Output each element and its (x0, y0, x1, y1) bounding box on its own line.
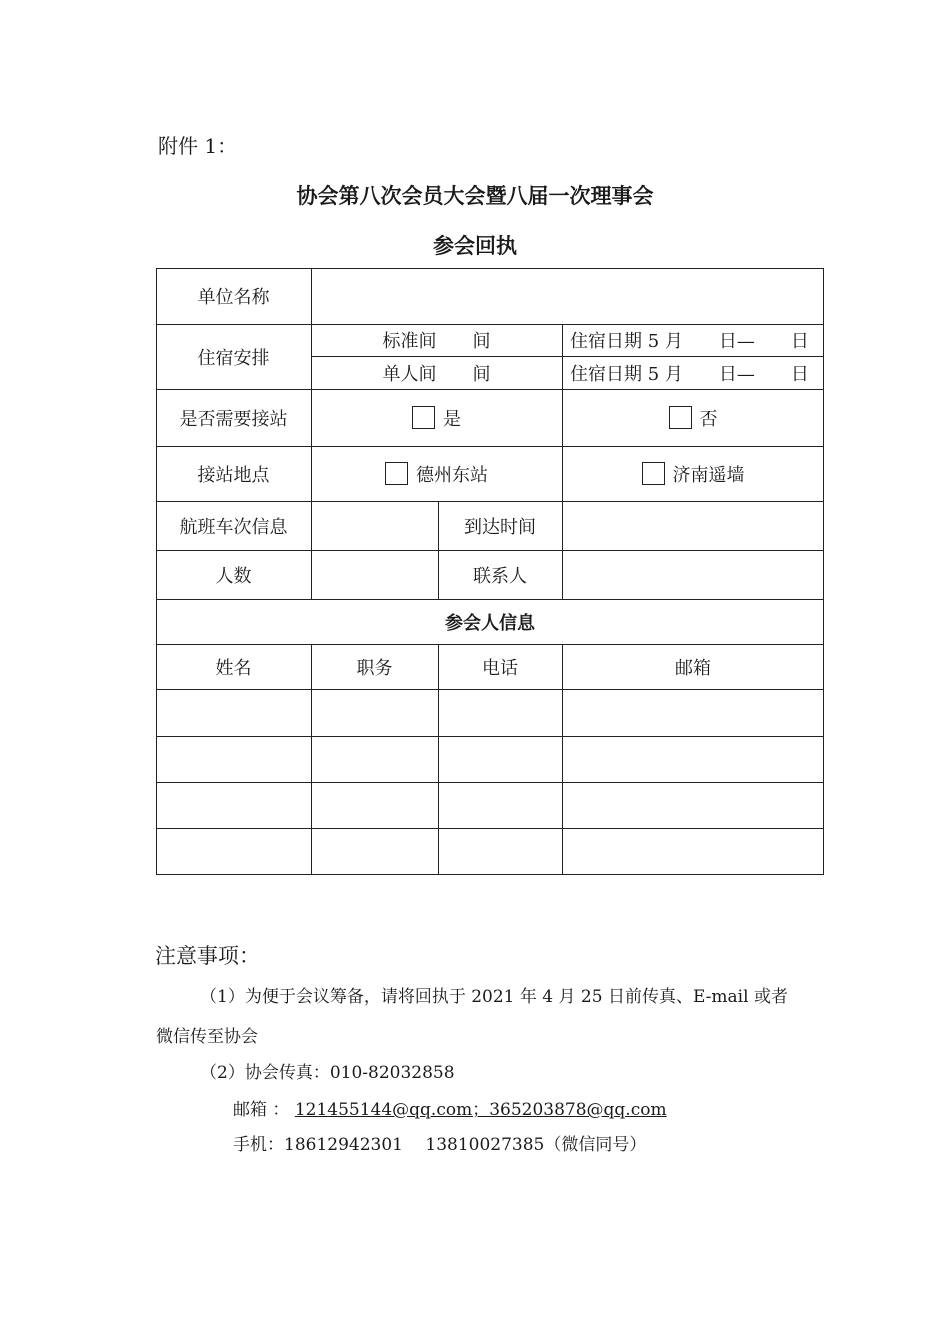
phone-line: 手机：18612942301 13810027385（微信同号） (233, 1135, 647, 1155)
attachment-label: 附件 1： (158, 134, 238, 158)
notes-title: 注意事项： (155, 944, 260, 968)
email-line (233, 1095, 667, 1120)
column-header-position: 职务 (356, 657, 393, 679)
column-header-email: 邮箱 (675, 657, 711, 679)
checkbox-yes[interactable] (412, 406, 435, 429)
people-count-field[interactable] (312, 551, 438, 599)
location-option-2[interactable] (562, 446, 824, 501)
checkbox-location-2[interactable] (642, 462, 665, 485)
pickup-label: 是否需要接站 (179, 408, 288, 430)
flight-field[interactable] (312, 502, 438, 550)
standard-room-field[interactable]: 标准间 间 (382, 331, 491, 352)
document-subtitle: 参会回执 (433, 233, 517, 258)
people-count-label: 人数 (215, 565, 252, 587)
email-label: 邮箱 ： (233, 1100, 290, 1120)
table-row[interactable] (157, 783, 823, 828)
table-row[interactable] (157, 829, 823, 874)
table-border-bottom (156, 874, 824, 875)
pickup-yes-label: 是 (443, 408, 461, 430)
note-item-2-fax: （2）协会传真：010-82032858 (200, 1063, 455, 1083)
location-option-1-label: 德州东站 (416, 464, 488, 486)
checkbox-location-1[interactable] (385, 462, 408, 485)
table-row[interactable] (157, 690, 823, 736)
column-header-phone: 电话 (482, 657, 518, 679)
stay-dates-field-2[interactable]: 住宿日期 5 月 日— 日 (570, 363, 809, 385)
arrival-field[interactable] (563, 502, 823, 550)
unit-name-field[interactable] (312, 269, 823, 324)
contact-field[interactable] (563, 551, 823, 599)
contact-label: 联系人 (473, 565, 527, 587)
registration-form-table (156, 268, 824, 875)
single-room-field[interactable]: 单人间 间 (382, 363, 491, 385)
note-item-1-line-2: 微信传至协会 (156, 1027, 258, 1047)
column-header-name: 姓名 (215, 657, 252, 679)
unit-name-label: 单位名称 (197, 287, 270, 308)
table-row[interactable] (157, 737, 823, 782)
document-title: 协会第八次会员大会暨八届一次理事会 (296, 183, 654, 208)
checkbox-no[interactable] (669, 406, 692, 429)
flight-label: 航班车次信息 (179, 516, 288, 538)
pickup-no-label: 否 (699, 408, 718, 430)
location-option-2-label: 济南遥墙 (672, 464, 745, 486)
arrival-label: 到达时间 (464, 516, 536, 538)
email-addresses[interactable]: 121455144@qq.com；365203878@qq.com (294, 1100, 667, 1120)
note-item-1-line-1: （1）为便于会议筹备，请将回执于 2021 年 4 月 25 日前传真、E-mail 或者 (200, 987, 788, 1007)
lodging-label: 住宿安排 (197, 347, 270, 369)
stay-dates-field-1[interactable]: 住宿日期 5 月 日— 日 (570, 331, 809, 352)
location-option-1[interactable] (311, 446, 562, 501)
attendee-info-header: 参会人信息 (445, 612, 535, 634)
pickup-no-option[interactable] (562, 389, 824, 446)
pickup-location-label: 接站地点 (197, 464, 270, 486)
pickup-yes-option[interactable] (311, 389, 562, 446)
